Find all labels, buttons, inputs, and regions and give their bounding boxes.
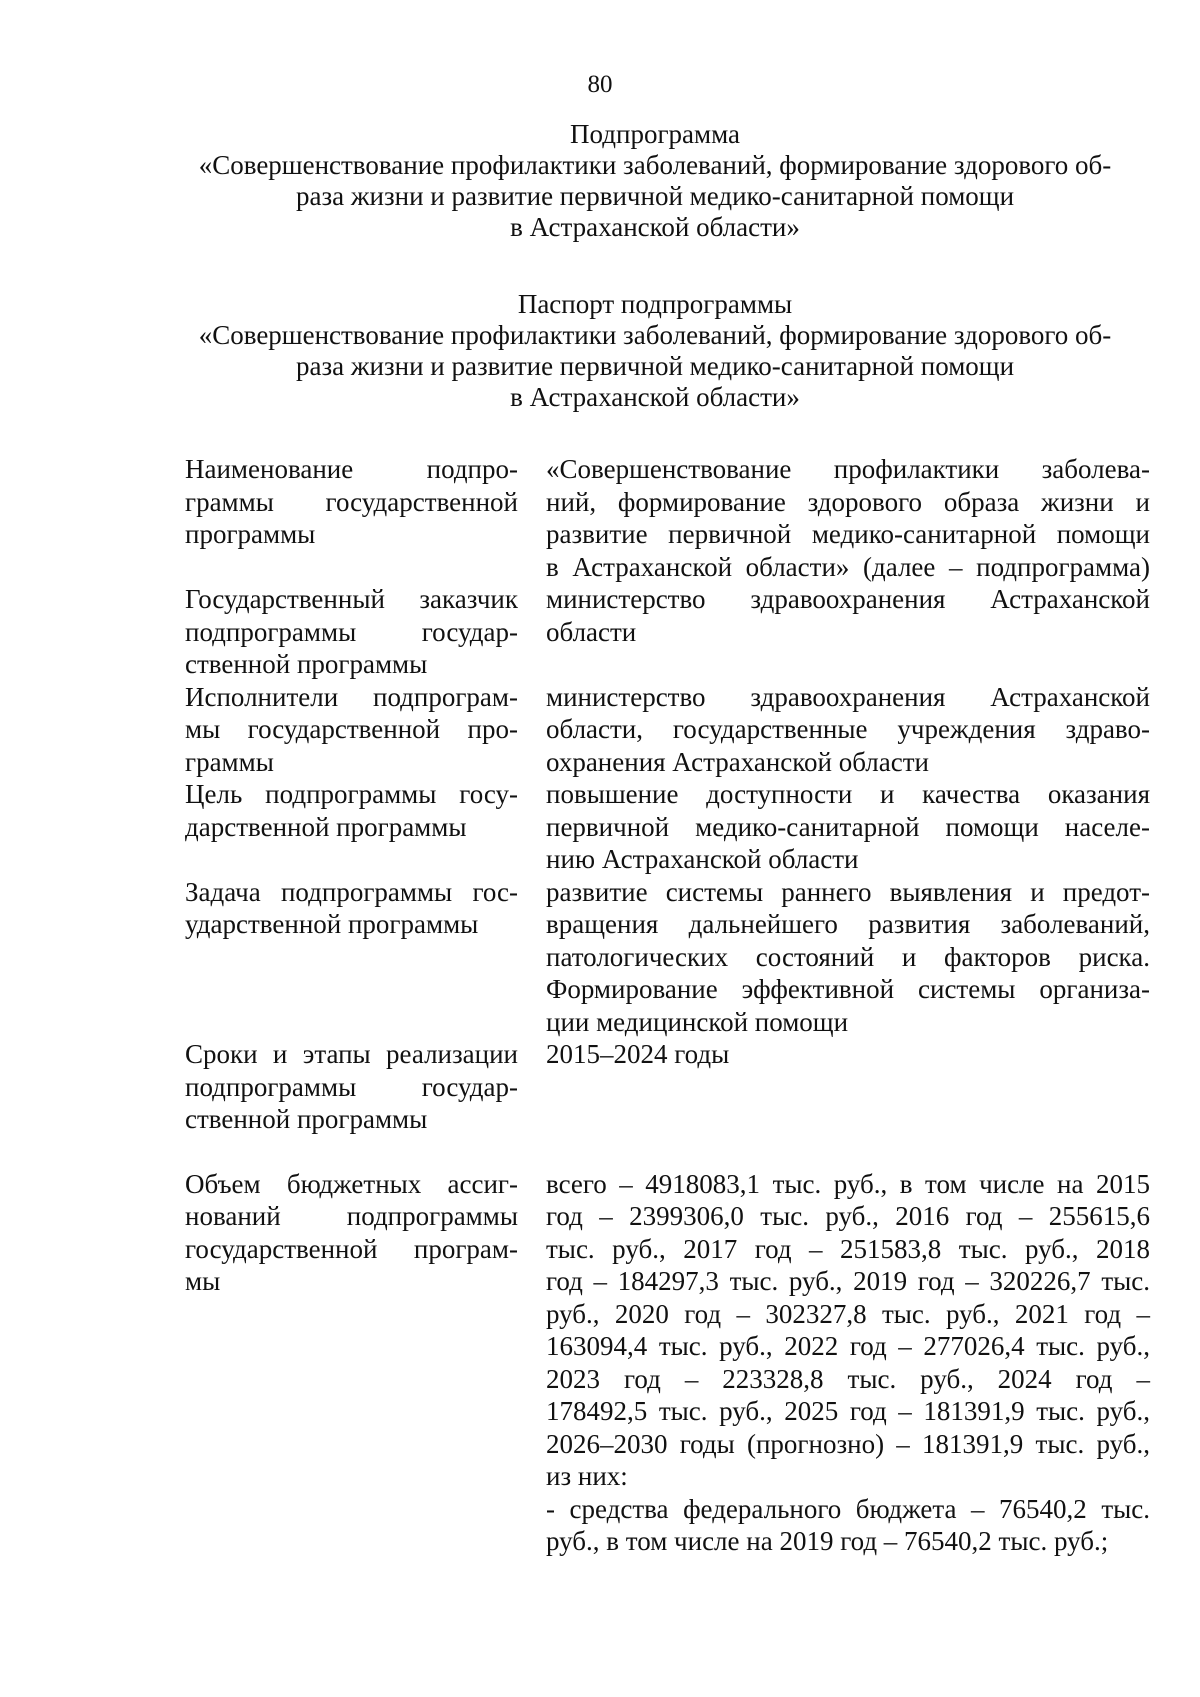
row-label xyxy=(185,453,518,551)
value-line: руб., в том числе на 2019 год – 76540,2 тыс. руб.; xyxy=(546,1526,1109,1556)
label-line: ударственной программы xyxy=(185,909,479,939)
value-line: ний, формирование здорового образа жизни и xyxy=(546,486,1150,517)
value-line: министерство здравоохранения Астраханской xyxy=(546,584,1150,614)
passport-title-line: «Совершенствование профилактики заболеваний, формирование здорового об- xyxy=(198,320,1112,350)
label-line: ственной программы xyxy=(185,1104,428,1134)
label-line: дарственной программы xyxy=(185,811,467,842)
value-line: области xyxy=(546,616,637,647)
value-line: в Астраханской области» (далее – подпрограмма) xyxy=(546,551,1150,582)
subprogram-title-line: в Астраханской области» xyxy=(510,212,800,242)
value-line: всего – 4918083,1 тыс. руб., в том числе на 2015 xyxy=(546,1168,1150,1199)
label-line: государственной програм- xyxy=(185,1233,518,1264)
value-line: министерство здравоохранения Астраханской xyxy=(546,681,1150,712)
label-line: подпрограммы государ- xyxy=(185,1071,518,1102)
label-line: Исполнители подпрограм- xyxy=(185,681,518,712)
value-line: «Совершенствование профилактики заболева- xyxy=(546,454,1150,484)
subprogram-title-line: раза жизни и развитие первичной медико-санитарной помощи xyxy=(295,181,1015,211)
row-label xyxy=(185,1168,518,1298)
passport-title xyxy=(170,289,1140,413)
value-line: вращения дальнейшего развития заболеваний, xyxy=(546,909,1150,939)
value-line: - средства федерального бюджета – 76540,2 тыс. xyxy=(546,1493,1150,1524)
label-line: Наименование подпро- xyxy=(185,454,518,484)
label-line: Государственный заказчик xyxy=(185,584,518,614)
label-line: программы xyxy=(185,519,316,549)
label-line: Цель подпрограммы госу- xyxy=(185,779,518,809)
row-value xyxy=(546,1168,1150,1558)
row-value xyxy=(546,1038,1150,1071)
label-line: мы государственной про- xyxy=(185,714,518,744)
value-line: 2023 год – 223328,8 тыс. руб., 2024 год – xyxy=(546,1363,1150,1394)
passport-title-line: раза жизни и развитие первичной медико-санитарной помощи xyxy=(295,351,1015,381)
value-line: 2015–2024 годы xyxy=(546,1039,730,1069)
value-line: охранения Астраханской области xyxy=(546,746,929,777)
passport-row-executors xyxy=(185,681,1150,779)
label-line: граммы государственной xyxy=(185,486,518,517)
label-line: Задача подпрограммы гос- xyxy=(185,876,518,907)
label-line: мы xyxy=(185,1266,221,1296)
passport-row-terms xyxy=(185,1038,1150,1136)
value-line: тыс. руб., 2017 год – 251583,8 тыс. руб., 2018 xyxy=(546,1233,1150,1264)
page-number: 80 xyxy=(587,71,613,98)
subprogram-title-line: «Совершенствование профилактики заболеваний, формирование здорового об- xyxy=(198,150,1112,180)
label-line: ственной программы xyxy=(185,649,428,679)
row-value xyxy=(546,778,1150,876)
label-line: граммы xyxy=(185,746,274,777)
row-label xyxy=(185,876,518,941)
passport-row-name xyxy=(185,453,1150,583)
subprogram-title-line: Подпрограмма xyxy=(570,119,740,149)
row-value xyxy=(546,583,1150,648)
value-line: развитие первичной медико-санитарной помощи xyxy=(546,519,1150,549)
row-label xyxy=(185,778,518,843)
label-line: подпрограммы государ- xyxy=(185,616,518,647)
value-line: повышение доступности и качества оказания xyxy=(546,779,1150,809)
value-line: руб., 2020 год – 302327,8 тыс. руб., 2021 год – xyxy=(546,1298,1150,1329)
label-line: Объем бюджетных ассиг- xyxy=(185,1168,518,1199)
value-line: ции медицинской помощи xyxy=(546,1006,849,1037)
row-value xyxy=(546,876,1150,1039)
value-line: 163094,4 тыс. руб., 2022 год – 277026,4 тыс. руб., xyxy=(546,1331,1150,1361)
value-line: из них: xyxy=(546,1461,628,1491)
passport-row-goal xyxy=(185,778,1150,876)
passport-row-customer xyxy=(185,583,1150,681)
passport-title-line: Паспорт подпрограммы xyxy=(517,289,793,319)
row-value xyxy=(546,453,1150,583)
value-line: 2026–2030 годы (прогнозно) – 181391,9 тыс. руб., xyxy=(546,1428,1150,1459)
value-line: год – 184297,3 тыс. руб., 2019 год – 320226,7 тыс. xyxy=(546,1266,1150,1296)
label-line: нований подпрограммы xyxy=(185,1201,518,1231)
subprogram-title xyxy=(170,119,1140,243)
passport-row-budget xyxy=(185,1168,1150,1558)
value-line: развитие системы раннего выявления и предот- xyxy=(546,876,1150,907)
value-line: год – 2399306,0 тыс. руб., 2016 год – 255615,6 xyxy=(546,1201,1150,1231)
row-label xyxy=(185,681,518,779)
row-value xyxy=(546,681,1150,779)
passport-table xyxy=(185,453,1150,1558)
passport-title-line: в Астраханской области» xyxy=(510,382,800,412)
value-line: патологических состояний и факторов риска. xyxy=(546,941,1150,972)
value-line: 178492,5 тыс. руб., 2025 год – 181391,9 тыс. руб., xyxy=(546,1396,1150,1426)
value-line: области, государственные учреждения здраво- xyxy=(546,714,1150,744)
value-line: Формирование эффективной системы организа- xyxy=(546,974,1150,1004)
row-label xyxy=(185,1038,518,1136)
passport-row-task xyxy=(185,876,1150,1039)
value-line: нию Астраханской области xyxy=(546,844,859,874)
label-line: Сроки и этапы реализации xyxy=(185,1039,518,1069)
row-label xyxy=(185,583,518,681)
value-line: первичной медико-санитарной помощи населе- xyxy=(546,811,1150,842)
